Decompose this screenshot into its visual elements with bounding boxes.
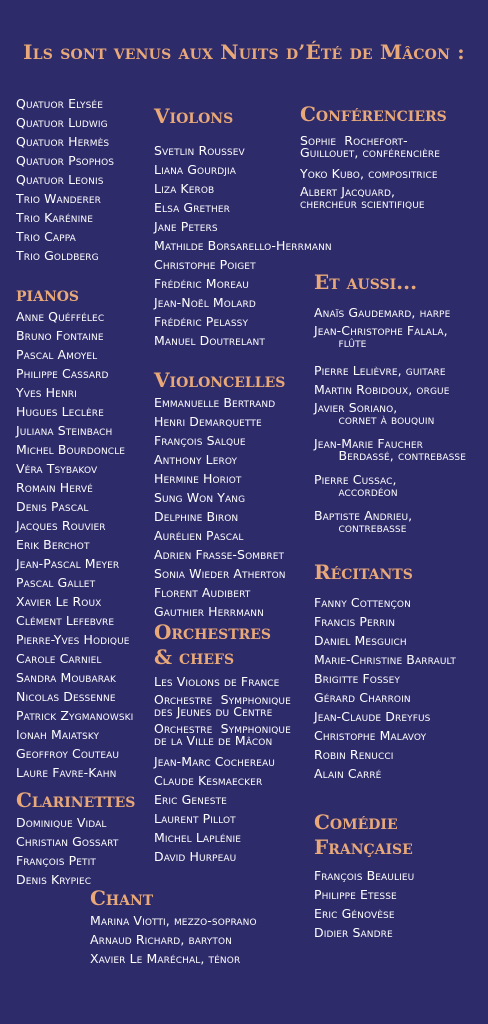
list-item: Pierre Lelièvre, guitare: [314, 363, 446, 378]
list-item: Jean-Marc Cochereau: [154, 754, 275, 769]
list-item: Christophe Malavoy: [314, 728, 427, 743]
list-item: Pierre Cussac, accordéon: [314, 472, 398, 499]
list-item: Francis Perrin: [314, 614, 396, 629]
list-item: Henri Demarquette: [154, 414, 262, 429]
section-heading-conferenciers: Conférenciers: [300, 102, 447, 126]
chant-section: [90, 886, 257, 968]
list-item: Jane Peters: [154, 219, 218, 234]
list-item: Javier Soriano, cornet à bouquin: [314, 400, 435, 427]
list-item: Véra Tsybakov: [16, 461, 98, 476]
section-heading-pianos: pianos: [16, 282, 80, 306]
list-item: François Salque: [154, 433, 246, 448]
list-item: Laure Favre-Kahn: [16, 765, 117, 780]
list-item: Quatuor Elysée: [16, 96, 103, 111]
list-item: Michel Bourdoncle: [16, 442, 126, 457]
violoncelles-section: [154, 368, 286, 621]
list-item: Yoko Kubo, compositrice: [300, 166, 438, 181]
list-item: Anne Quéffélec: [16, 309, 105, 324]
section-heading-francaise: Française: [314, 835, 413, 859]
list-item: Elsa Grether: [154, 200, 230, 215]
list-item: Orchestre Symphonique des Jeunes du Centre: [154, 692, 291, 719]
section-heading-orchestres: Orchestres: [154, 620, 272, 644]
list-item: Robin Renucci: [314, 747, 394, 762]
ensembles-list: [16, 94, 114, 265]
list-item: Pascal Amoyel: [16, 347, 98, 362]
list-item: Manuel Doutrelant: [154, 333, 265, 348]
comedie-section: [314, 810, 414, 942]
list-item: Quatuor Psophos: [16, 153, 115, 168]
list-item: Sandra Moubarak: [16, 670, 117, 685]
list-item: Fanny Cottençon: [314, 595, 411, 610]
list-item: Hugues Leclère: [16, 404, 104, 419]
list-item: Trio Karénine: [16, 210, 93, 225]
list-item: Trio Wanderer: [16, 191, 101, 206]
list-item: Gérard Charroin: [314, 690, 411, 705]
list-item: Romain Hervé: [16, 480, 93, 495]
list-item: Carole Carniel: [16, 651, 102, 666]
list-item: Erik Berchot: [16, 537, 90, 552]
list-item: Denis Krypiec: [16, 872, 92, 887]
list-item: Delphine Biron: [154, 509, 239, 524]
list-item: Frédéric Pelassy: [154, 314, 249, 329]
list-item: Arnaud Richard, baryton: [90, 932, 232, 947]
list-item: Sonia Wieder Atherton: [154, 566, 286, 581]
list-item: Patrick Zygmanowski: [16, 708, 134, 723]
orchestres-section: [154, 620, 291, 866]
list-item: Daniel Mesguich: [314, 633, 407, 648]
list-item: Marina Viotti, mezzo-soprano: [90, 913, 257, 928]
list-item: Florent Audibert: [154, 585, 251, 600]
section-heading-chefs: & chefs: [154, 645, 235, 669]
pianos-section: [16, 282, 133, 782]
page-title: Ils sont venus aux Nuits d’Été de Mâcon :: [23, 40, 465, 64]
list-item: Michel Laplénie: [154, 830, 241, 845]
list-item: Bruno Fontaine: [16, 328, 104, 343]
list-item: Ionah Maiatsky: [16, 727, 100, 742]
list-item: Alain Carré: [314, 766, 382, 781]
list-item: Emmanuelle Bertrand: [154, 395, 276, 410]
list-item: Martin Robidoux, orgue: [314, 382, 450, 397]
list-item: Didier Sandre: [314, 925, 393, 940]
list-item: Anaïs Gaudemard, harpe: [314, 305, 451, 320]
list-item: Geoffroy Couteau: [16, 746, 120, 761]
list-item: Les Violons de France: [154, 674, 280, 689]
list-item: Orchestre Symphonique de la Ville de Mâcon: [154, 721, 291, 748]
list-item: Quatuor Ludwig: [16, 115, 108, 130]
section-heading-violoncelles: Violoncelles: [154, 368, 286, 392]
section-heading-clarinettes: Clarinettes: [16, 788, 136, 812]
list-item: Denis Pascal: [16, 499, 89, 514]
list-item: Jacques Rouvier: [16, 518, 106, 533]
list-item: Hermine Horiot: [154, 471, 242, 486]
list-item: Xavier Le Maréchal, ténor: [90, 951, 241, 966]
section-heading-recitants: Récitants: [314, 560, 413, 584]
list-item: Clément Lefebvre: [16, 613, 115, 628]
list-item: Brigitte Fossey: [314, 671, 400, 686]
list-item: Jean-Pascal Meyer: [16, 556, 120, 571]
list-item: Philippe Etesse: [314, 887, 397, 902]
list-item: Adrien Frasse-Sombret: [154, 547, 285, 562]
list-item: Nicolas Dessenne: [16, 689, 116, 704]
list-item: Trio Cappa: [16, 229, 76, 244]
list-item: Pascal Gallet: [16, 575, 96, 590]
list-item: Quatuor Hermès: [16, 134, 110, 149]
list-item: Yves Henri: [16, 385, 77, 400]
list-item: Pierre-Yves Hodique: [16, 632, 130, 647]
list-item: Juliana Steinbach: [16, 423, 113, 438]
list-item: Dominique Vidal: [16, 815, 107, 830]
list-item: Sung Won Yang: [154, 490, 246, 505]
list-item: François Beaulieu: [314, 868, 415, 883]
list-item: Trio Goldberg: [16, 248, 99, 263]
section-heading-chant: Chant: [90, 886, 154, 910]
section-heading-et-aussi: Et aussi...: [314, 270, 418, 294]
list-item: Jean-Christophe Falala, flûte: [314, 323, 448, 350]
list-item: Gauthier Herrmann: [154, 604, 264, 619]
conferenciers-section: [300, 102, 447, 215]
list-item: Albert Jacquard, chercheur scientifique: [300, 184, 425, 211]
list-item: Christophe Poiget: [154, 257, 256, 272]
list-item: François Petit: [16, 853, 96, 868]
list-item: Anthony Leroy: [154, 452, 238, 467]
section-heading-comedie: Comédie: [314, 810, 398, 834]
list-item: Jean-Marie Faucher Berdassé, contrebasse: [314, 436, 467, 463]
list-item: Eric Geneste: [154, 792, 227, 807]
list-item: Liza Kerob: [154, 181, 215, 196]
list-item: Christian Gossart: [16, 834, 119, 849]
list-item: David Hurpeau: [154, 849, 237, 864]
list-item: Jean-Claude Dreyfus: [314, 709, 431, 724]
list-item: Aurélien Pascal: [154, 528, 244, 543]
list-item: Mathilde Borsarello-Herrmann: [154, 238, 332, 253]
list-item: Claude Kesmaecker: [154, 773, 263, 788]
list-item: Sophie Rochefort- Guillouet, conférencière: [300, 133, 441, 160]
list-item: Jean-Noël Molard: [154, 295, 256, 310]
recitants-section: [314, 560, 456, 783]
list-item: Laurent Pillot: [154, 811, 236, 826]
et-aussi-section: [314, 270, 466, 539]
list-item: Philippe Cassard: [16, 366, 109, 381]
list-item: Xavier Le Roux: [16, 594, 102, 609]
list-item: Quatuor Leonis: [16, 172, 104, 187]
list-item: Marie-Christine Barrault: [314, 652, 456, 667]
list-item: Baptiste Andrieu, contrebasse: [314, 508, 413, 535]
clarinettes-section: [16, 788, 135, 889]
section-heading-violons: Violons: [154, 104, 234, 128]
list-item: Svetlin Roussev: [154, 143, 245, 158]
list-item: Frédéric Moreau: [154, 276, 249, 291]
list-item: Liana Gourdjia: [154, 162, 237, 177]
list-item: Eric Génovèse: [314, 906, 395, 921]
